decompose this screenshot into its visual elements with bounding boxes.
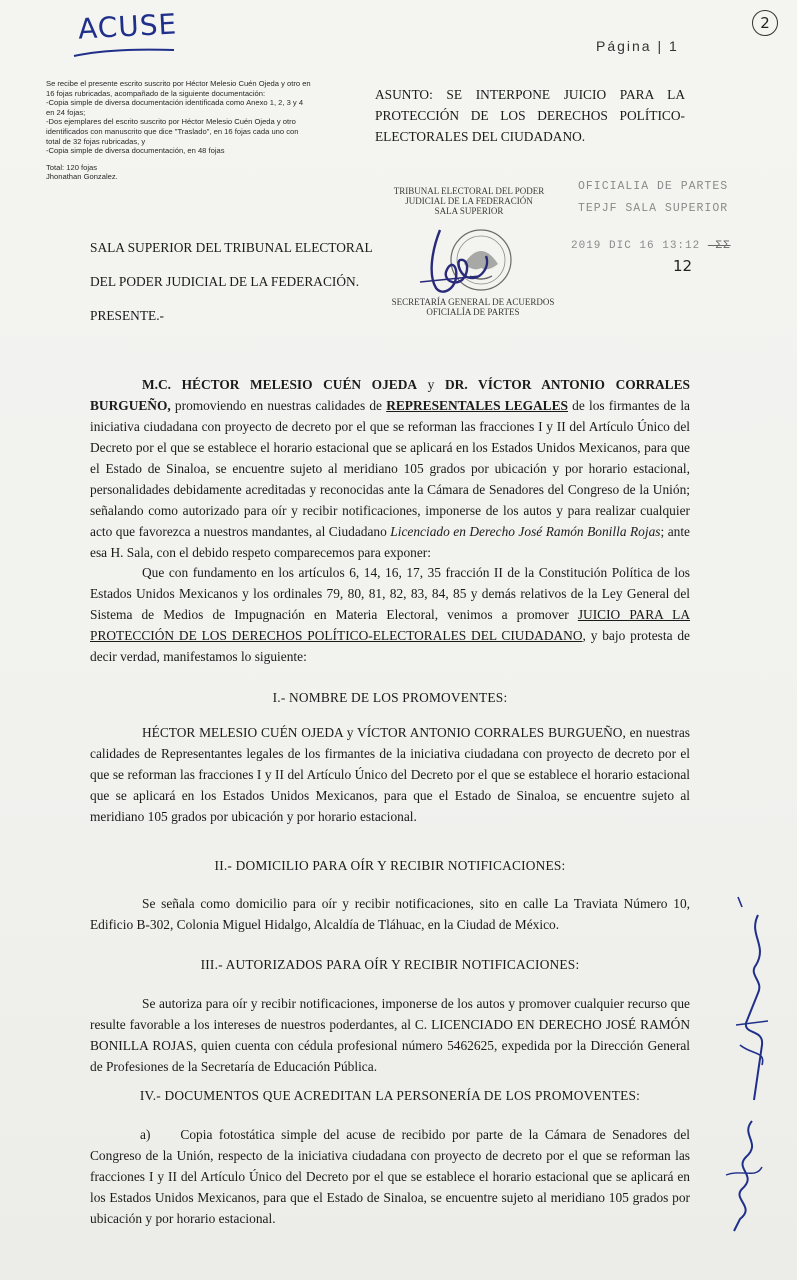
seal-top-line: JUDICIAL DE LA FEDERACIÓN	[405, 196, 533, 206]
asunto-block	[375, 84, 685, 147]
asunto-line: PROTECCIÓN DE LOS DERECHOS POLÍTICO-	[375, 108, 685, 123]
stamp-line: OFICIALIA DE PARTES	[578, 180, 729, 193]
section-1-text: HÉCTOR MELESIO CUÉN OJEDA y VÍCTOR ANTONIO CORRALES BURGUEÑO, en nuestras calidades de Representantes legales de los firmantes de la iniciativa ciudadana con proyecto de decreto por el que se reforman las fracciones I y II del Artículo Único del Decreto por el que se establece el horario estacional que se aplicará en los Estados Unidos Mexicanos, para que el Estado de Sinaloa, se encuentre sujeto al meridiano 105 grados por ubicación y por horario estacional.	[90, 725, 690, 824]
receipt-receiver: Jhonathan Gonzalez.	[46, 172, 118, 182]
stamp-handwritten-time: 12	[673, 257, 693, 275]
margin-signature-bottom-icon	[712, 1115, 772, 1235]
receipt-line: -Copia simple de diversa documentación, en 48 fojas	[46, 146, 225, 156]
stamp-datetime: 2019 DIC 16 13:12 ΣΣ	[571, 240, 731, 252]
section-4-heading: IV.- DOCUMENTOS QUE ACREDITAN LA PERSONERÍA DE LOS PROMOVENTES:	[139, 1088, 641, 1103]
fundamento-paragraph: Que con fundamento en los artículos 6, 14, 16, 17, 35 fracción II de la Constitución Política de los Estados Unidos Mexicanos y los ordinales 79, 80, 81, 82, 83, 84, 85 y demás relativos de la Ley General del Sistema de Medios de Impugnación en Materia Electoral, venimos a promover JUICIO PARA LA PROTECCIÓN DE LOS DERECHOS POLÍTICO-ELECTORALES DEL CIUDADANO, y bajo protesta de decir verdad, manifestamos lo siguiente:	[90, 565, 691, 664]
receipt-total: Total: 120 fojas	[46, 162, 98, 172]
section-2-text: Se señala como domicilio para oír y recibir notificaciones, sito en calle La Traviata Número 10, Edificio B-302, Colonia Miguel Hidalgo, Alcaldía de Tláhuac, en la Ciudad de México.	[90, 896, 690, 932]
seal-bottom-text	[388, 297, 558, 317]
addressee-block	[90, 231, 373, 333]
receipt-line: 16 fojas rubricadas, acompañado de la siguiente documentación:	[46, 88, 266, 98]
stamp-line: TEPJF SALA SUPERIOR	[578, 202, 729, 215]
receipt-line: identificados con manuscrito que dice "Traslado", en 16 fojas cada uno con	[46, 126, 299, 136]
representantes-legales: REPRESENTALES LEGALES	[386, 398, 568, 413]
signature-scribble-icon	[410, 220, 520, 300]
page-label: Página | 1	[596, 38, 679, 54]
receipt-note	[46, 79, 356, 182]
receipt-line: -Copia simple de diversa documentación identificada como Anexo 1, 2, 3 y 4	[46, 98, 304, 108]
section-4-item-a: a) Copia fotostática simple del acuse de recibido por parte de la Cámara de Senadores del Congreso de la Unión, respecto de la iniciativa ciudadana con proyecto de decreto por el que se reforman las fracciones I y II del Artículo Único del Decreto por el que se establece el horario estacional que se aplicará en los Estados Unidos Mexicanos, para que el Estado de Sinaloa, se encuentre sujeto al meridiano 105 grados por ubicación y por horario estacional.	[90, 1127, 690, 1226]
addressee-line: PRESENTE.-	[90, 308, 165, 323]
section-1-heading: I.- NOMBRE DE LOS PROMOVENTES:	[272, 690, 508, 705]
seal-top-line: SALA SUPERIOR	[434, 206, 504, 216]
handwritten-acuse	[77, 7, 178, 45]
section-2-heading: II.- DOMICILIO PARA OÍR Y RECIBIR NOTIFICACIONES:	[214, 858, 566, 873]
acuse-underline-icon	[70, 44, 180, 60]
seal-bottom-line: SECRETARÍA GENERAL DE ACUERDOS	[391, 297, 555, 307]
margin-signature-top-icon	[718, 895, 778, 1105]
juicio-title: JUICIO PARA LA PROTECCIÓN DE LOS DERECHOS POLÍTICO-ELECTORALES DEL CIUDADANO	[90, 607, 691, 643]
addressee-line: DEL PODER JUDICIAL DE LA FEDERACIÓN.	[90, 274, 360, 289]
seal-bottom-line: OFICIALÍA DE PARTES	[426, 307, 520, 317]
circled-page-number: 2	[752, 10, 778, 36]
asunto-line: ELECTORALES DEL CIUDADANO.	[375, 129, 586, 144]
receipt-line: Se recibe el presente escrito suscrito por Héctor Melesio Cuén Ojeda y otro en	[46, 79, 311, 88]
oficialia-stamp	[578, 176, 728, 220]
seal-top-line: TRIBUNAL ELECTORAL DEL PODER	[393, 186, 545, 196]
receipt-line: en 24 fojas;	[46, 107, 86, 117]
section-3-text: Se autoriza para oír y recibir notificaciones, imponerse de los autos y promover cualquier recurso que resulte favorable a los intereses de nuestros poderdantes, al C. LICENCIADO EN DERECHO JOSÉ RAMÓN BONILLA ROJAS, quien cuenta con cédula profesional número 5462625, expedida por la Dirección General de Profesiones de la Secretaría de Educación Pública.	[90, 996, 690, 1074]
receipt-line: -Dos ejemplares del escrito suscrito por Héctor Melesio Cuén Ojeda y otro	[46, 117, 296, 127]
lawyer-name: Licenciado en Derecho José Ramón Bonilla Rojas	[390, 524, 661, 539]
promovente-2: DR. VÍCTOR ANTONIO CORRALES BURGUEÑO,	[90, 377, 690, 413]
acuse-text: ACUSE	[77, 7, 178, 46]
receipt-line: total de 32 fojas rubricadas, y	[46, 136, 146, 146]
section-3-heading: III.- AUTORIZADOS PARA OÍR Y RECIBIR NOTIFICACIONES:	[200, 957, 580, 972]
item-label: a)	[140, 1127, 151, 1142]
intro-paragraph: M.C. HÉCTOR MELESIO CUÉN OJEDA y DR. VÍCTOR ANTONIO CORRALES BURGUEÑO, promoviendo en nuestras calidades de REPRESENTALES LEGALES de los firmantes de la iniciativa ciudadana con proyecto de decreto por el que se reforman las fracciones I y II del Artículo Único del Decreto por el que se establece el horario estacional que se aplicará en los Estados Unidos Mexicanos, para que el Estado de Sinaloa, se encuentre sujeto al meridiano 105 grados por ubicación y por horario estacional, personalidades debidamente acreditadas y reconocidas ante la Cámara de Senadores del Congreso de la Unión; señalando como autorizado para oír y recibir notificaciones, imponerse de los autos y para realizar cualquier acto que favorezca a nuestros mandantes, al Ciudadano Licenciado en Derecho José Ramón Bonilla Rojas; ante esa H. Sala, con el debido respeto comparecemos para exponer:	[90, 377, 690, 560]
addressee-line: SALA SUPERIOR DEL TRIBUNAL ELECTORAL	[90, 240, 373, 255]
promovente-1: M.C. HÉCTOR MELESIO CUÉN OJEDA	[142, 377, 418, 392]
asunto-line: ASUNTO: SE INTERPONE JUICIO PARA LA	[375, 87, 685, 102]
